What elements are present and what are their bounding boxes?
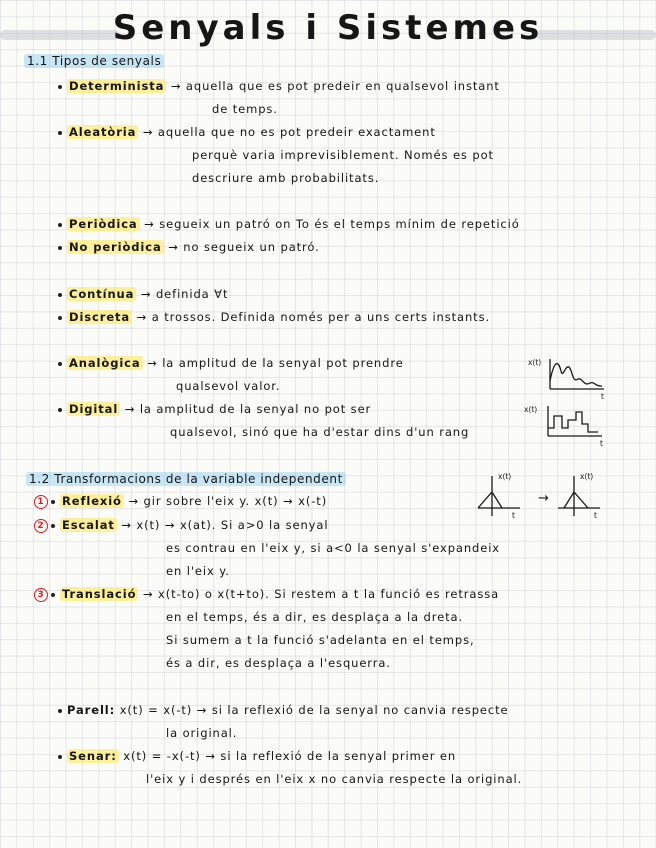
term-no-periodica: No periòdica [69, 240, 162, 254]
digital-sketch-y-label: x(t) [524, 405, 538, 414]
digital-sketch-x-label: t [600, 439, 603, 448]
senar-line2: l'eix y i després en l'eix x no canvia respecte la original. [146, 772, 523, 786]
digital-signal-sketch [524, 402, 608, 448]
periodica-text: → segueix un patró on To és el temps mínim de repetició [144, 217, 520, 231]
determinista-line1: → aquella que es pot predeir en qualsevol instant [170, 79, 500, 93]
senar-line1: x(t) = -x(-t) → si la reflexió de la senyal primer en [123, 749, 457, 763]
reflection-sketch-x2: t [594, 511, 597, 520]
number-badge-3: 3 [34, 588, 48, 602]
item-periodica [58, 217, 520, 231]
no-periodica-text: → no segueix un patró. [168, 240, 320, 254]
section-heading-2 [26, 472, 346, 486]
determinista-line2: de temps. [212, 102, 278, 116]
reflection-sketch-y2: x(t) [580, 472, 594, 481]
translacio-line3: Si sumem a t la funció s'adelanta en el temps, [166, 633, 475, 647]
term-escalat: Escalat [62, 518, 115, 532]
parell-line1: x(t) = x(-t) → si la reflexió de la senyal no canvia respecte [119, 703, 509, 717]
bullet-icon [58, 709, 62, 713]
bullet-icon [51, 500, 55, 504]
item-translacio [34, 587, 499, 602]
section-heading-2-text: 1.2 Transformacions de la variable independent [26, 472, 346, 486]
continua-text: → definida ∀t [140, 287, 229, 301]
digital-waveform [548, 412, 598, 432]
term-continua: Contínua [69, 287, 135, 301]
term-reflexio: Reflexió [62, 494, 122, 508]
term-periodica: Periòdica [69, 217, 138, 231]
reflection-sketch [470, 470, 630, 522]
bullet-icon [58, 85, 62, 89]
term-aleatoria: Aleatòria [69, 125, 137, 139]
item-determinista [58, 79, 500, 93]
item-discreta [58, 310, 490, 324]
aleatoria-line3: descriure amb probabilitats. [192, 171, 380, 185]
analog-sketch-x-label: t [601, 392, 604, 401]
item-aleatoria [58, 125, 436, 139]
term-determinista: Determinista [69, 79, 165, 93]
bullet-icon [58, 246, 62, 250]
digital-line2: qualsevol, sinó que ha d'estar dins d'un rang [170, 425, 470, 439]
escalat-line2: es contrau en l'eix y, si a<0 la senyal s'expandeix [166, 541, 501, 555]
page-title: Senyals i Sistemes [112, 8, 544, 48]
bullet-icon [58, 362, 62, 366]
aleatoria-line1: → aquella que no es pot predeir exactament [142, 125, 436, 139]
translacio-line1: → x(t-to) o x(t+to). Si restem a t la funció es retrassa [142, 587, 500, 601]
section-heading-1 [24, 54, 164, 68]
term-digital: Digital [69, 402, 119, 416]
bullet-icon [58, 223, 62, 227]
reflection-shape-2 [564, 492, 588, 508]
bullet-icon [58, 316, 62, 320]
analog-signal-sketch [528, 355, 612, 401]
reflection-arrow-icon: → [538, 491, 549, 506]
reflection-sketch-y1: x(t) [498, 472, 512, 481]
term-senar: Senar: [69, 749, 117, 763]
bullet-icon [58, 131, 62, 135]
discreta-text: → a trossos. Definida només per a uns certs instants. [136, 310, 491, 324]
escalat-line1: → x(t) → x(at). Si a>0 la senyal [121, 518, 329, 532]
item-no-periodica [58, 240, 320, 254]
item-continua [58, 287, 228, 301]
item-escalat [34, 518, 328, 533]
bullet-icon [58, 755, 62, 759]
number-badge-2: 2 [34, 519, 48, 533]
section-heading-1-text: 1.1 Tipos de senyals [24, 54, 164, 68]
reflexio-text: → gir sobre l'eix y. x(t) → x(-t) [128, 494, 328, 508]
item-parell [58, 703, 508, 717]
item-digital [58, 402, 371, 416]
analog-waveform [550, 364, 602, 387]
aleatoria-line2: perquè varia imprevisiblement. Només es pot [192, 148, 494, 162]
term-discreta: Discreta [69, 310, 131, 324]
digital-line1: → la amplitud de la senyal no pot ser [124, 402, 372, 416]
bullet-icon [58, 408, 62, 412]
item-analogica [58, 356, 404, 370]
translacio-line4: és a dir, es desplaça a l'esquerra. [166, 656, 391, 670]
analogica-line2: qualsevol valor. [176, 379, 281, 393]
item-senar [58, 749, 456, 763]
reflection-shape-1 [478, 492, 502, 508]
term-analogica: Analògica [69, 356, 141, 370]
bullet-icon [51, 524, 55, 528]
escalat-line3: en l'eix y. [166, 564, 230, 578]
reflection-sketch-x1: t [512, 511, 515, 520]
number-badge-1: 1 [34, 495, 48, 509]
item-reflexio [34, 494, 327, 509]
parell-line2: la original. [166, 726, 238, 740]
term-parell: Parell: [67, 703, 116, 717]
analogica-line1: → la amplitud de la senyal pot prendre [147, 356, 404, 370]
bullet-icon [58, 293, 62, 297]
translacio-line2: en el temps, és a dir, es desplaça a la dreta. [166, 610, 464, 624]
analog-sketch-y-label: x(t) [528, 358, 542, 367]
term-translacio: Translació [62, 587, 137, 601]
bullet-icon [51, 593, 55, 597]
